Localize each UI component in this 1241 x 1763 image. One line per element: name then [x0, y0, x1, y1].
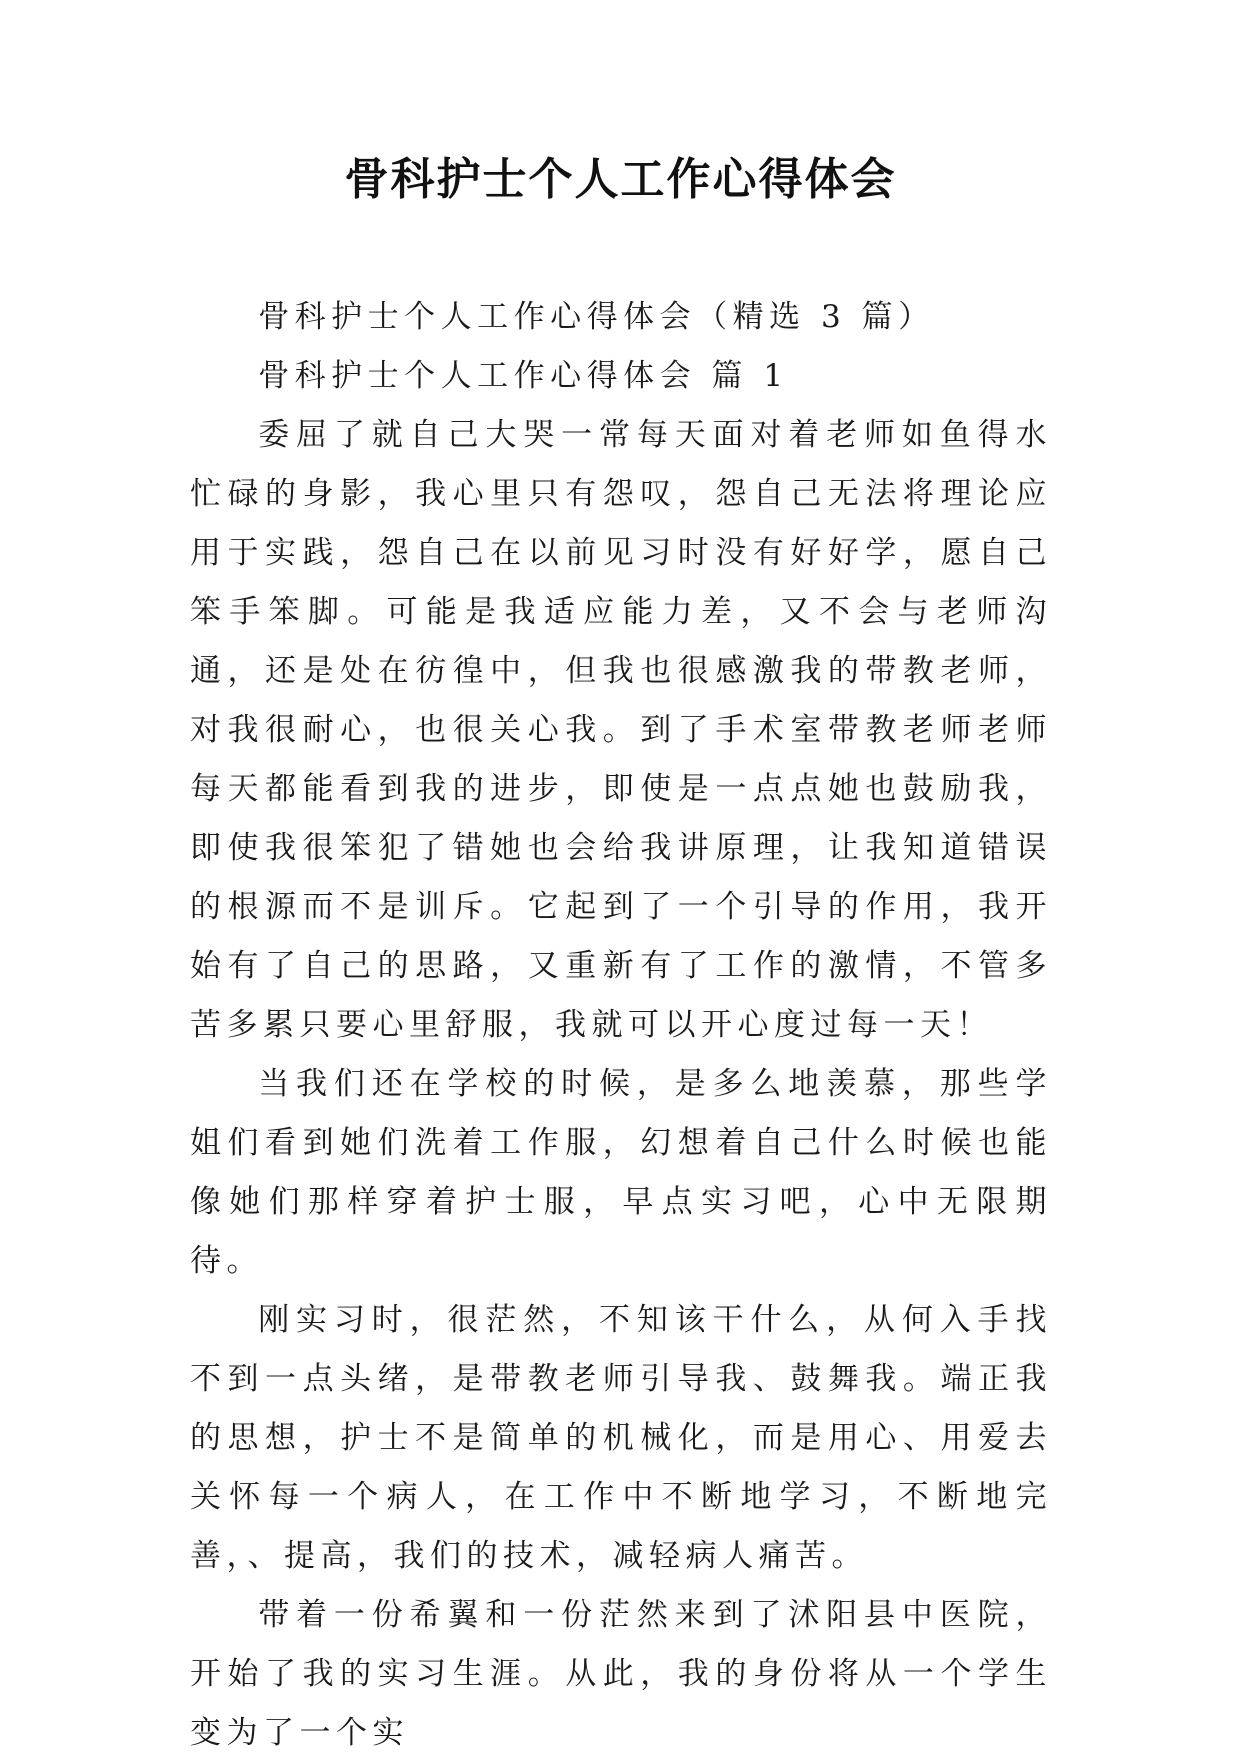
paragraph: 当我们还在学校的时候，是多么地羡慕，那些学姐们看到她们洗着工作服，幻想着自己什么时候也能像她们那样穿着护士服，早点实习吧，心中无限期待。 [190, 1066, 1052, 1279]
document-subtitle: 骨科护士个人工作心得体会（精选 3 篇） [258, 299, 935, 335]
paragraph: 带着一份希翼和一份茫然来到了沭阳县中医院，开始了我的实习生涯。从此，我的身份将从一个学生变为了一个实 [190, 1597, 1052, 1751]
document-body [190, 288, 1052, 1763]
section-heading: 骨科护士个人工作心得体会 篇 1 [258, 358, 789, 394]
document-title: 骨科护士个人工作心得体会 [344, 154, 897, 205]
paragraph: 刚实习时，很茫然，不知该干什么，从何入手找不到一点头绪，是带教老师引导我、鼓舞我。端正我的思想，护士不是简单的机械化，而是用心、用爱去关怀每一个病人，在工作中不断地学习，不断地完善，、提高，我们的技术，减轻病人痛苦。 [190, 1302, 1052, 1574]
paragraph: 委屈了就自己大哭一常每天面对着老师如鱼得水忙碌的身影，我心里只有怨叹，怨自己无法将理论应用于实践，怨自己在以前见习时没有好好学，愿自己笨手笨脚。可能是我适应能力差，又不会与老师沟通，还是处在彷徨中，但我也很感激我的带教老师，对我很耐心，也很关心我。到了手术室带教老师老师每天都能看到我的进步，即使是一点点她也鼓励我，即使我很笨犯了错她也会给我讲原理，让我知道错误的根源而不是训斥。它起到了一个引导的作用，我开始有了自己的思路，又重新有了工作的激情，不管多苦多累只要心里舒服，我就可以开心度过每一天！ [190, 417, 1052, 1043]
